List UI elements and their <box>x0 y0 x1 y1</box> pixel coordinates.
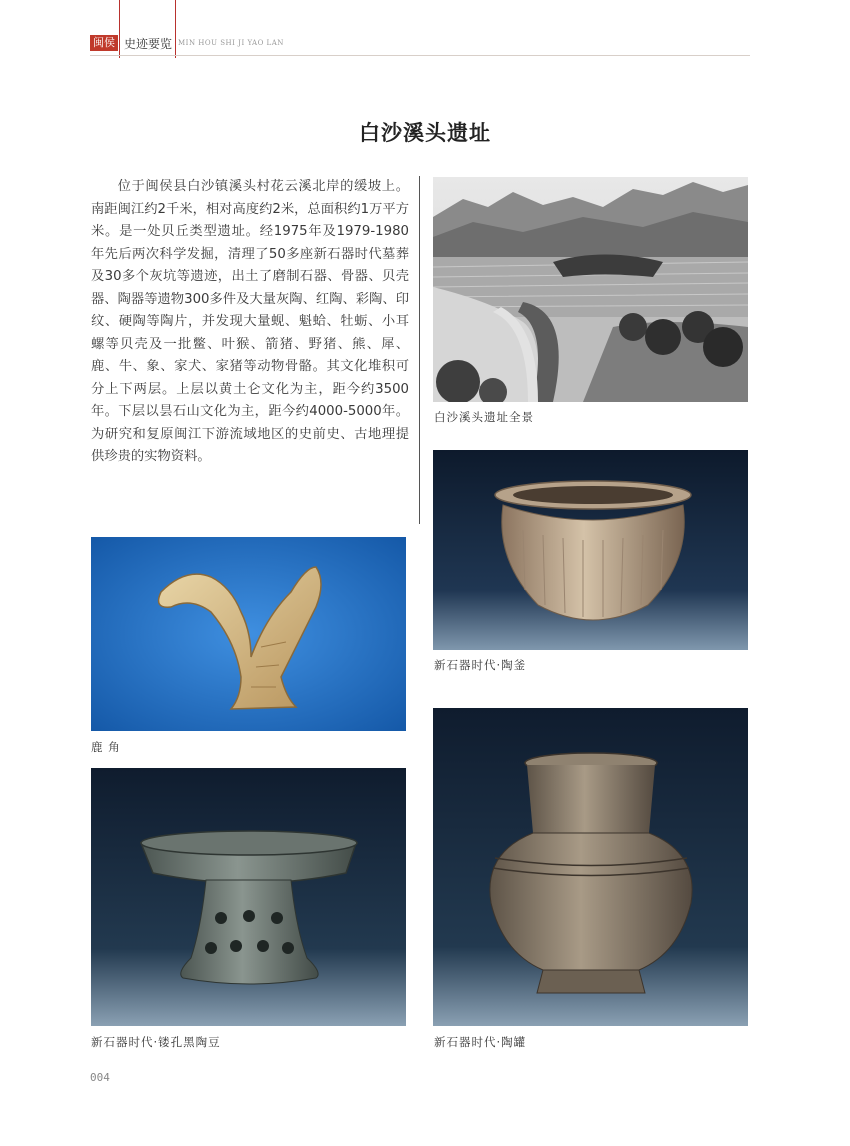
landscape-photo <box>433 177 748 402</box>
caption-fu: 新石器时代·陶釜 <box>434 658 527 672</box>
antler-photo <box>91 537 406 731</box>
caption-dou: 新石器时代·镂孔黑陶豆 <box>91 1035 221 1049</box>
caption-landscape: 白沙溪头遗址全景 <box>434 410 534 424</box>
page-number: 004 <box>90 1071 110 1084</box>
header-section-title: 史迹要览 <box>124 36 173 51</box>
caption-guan: 新石器时代·陶罐 <box>434 1035 527 1049</box>
pottery-fu-photo <box>433 450 748 650</box>
header-badge: 闽侯 <box>90 35 118 51</box>
caption-antler: 鹿 角 <box>91 740 121 754</box>
running-header <box>90 34 284 52</box>
pottery-dou-photo <box>91 768 406 1026</box>
column-divider <box>419 176 420 524</box>
header-rule <box>90 55 750 56</box>
page-title: 白沙溪头遗址 <box>359 121 491 145</box>
header-pinyin: MIN HOU SHI JI YAO LAN <box>178 39 284 47</box>
pottery-guan-photo <box>433 708 748 1026</box>
body-paragraph: 位于闽侯县白沙镇溪头村花云溪北岸的缓坡上。南距闽江约2千米，相对高度约2米，总面积约1万平方米。是一处贝丘类型遗址。经1975年及1979-1980年先后两次科学发掘，清理了50多座新石器时代墓葬及30多个灰坑等遗迹，出土了磨制石器、骨器、贝壳器、陶器等遗物300多件及大量灰陶、红陶、彩陶、印纹、硬陶等陶片，并发现大量蚬、魁蛤、牡蛎、小耳螺等贝壳及一批鳖、叶猴、箭猪、野猪、熊、犀、鹿、牛、象、家犬、家猪等动物骨骼。其文化堆积可分上下两层。上层以黄土仑文化为主，距今约3500年。下层以昙石山文化为主，距今约4000-5000年。为研究和复原闽江下游流域地区的史前史、古地理提供珍贵的实物资料。 <box>91 179 409 464</box>
